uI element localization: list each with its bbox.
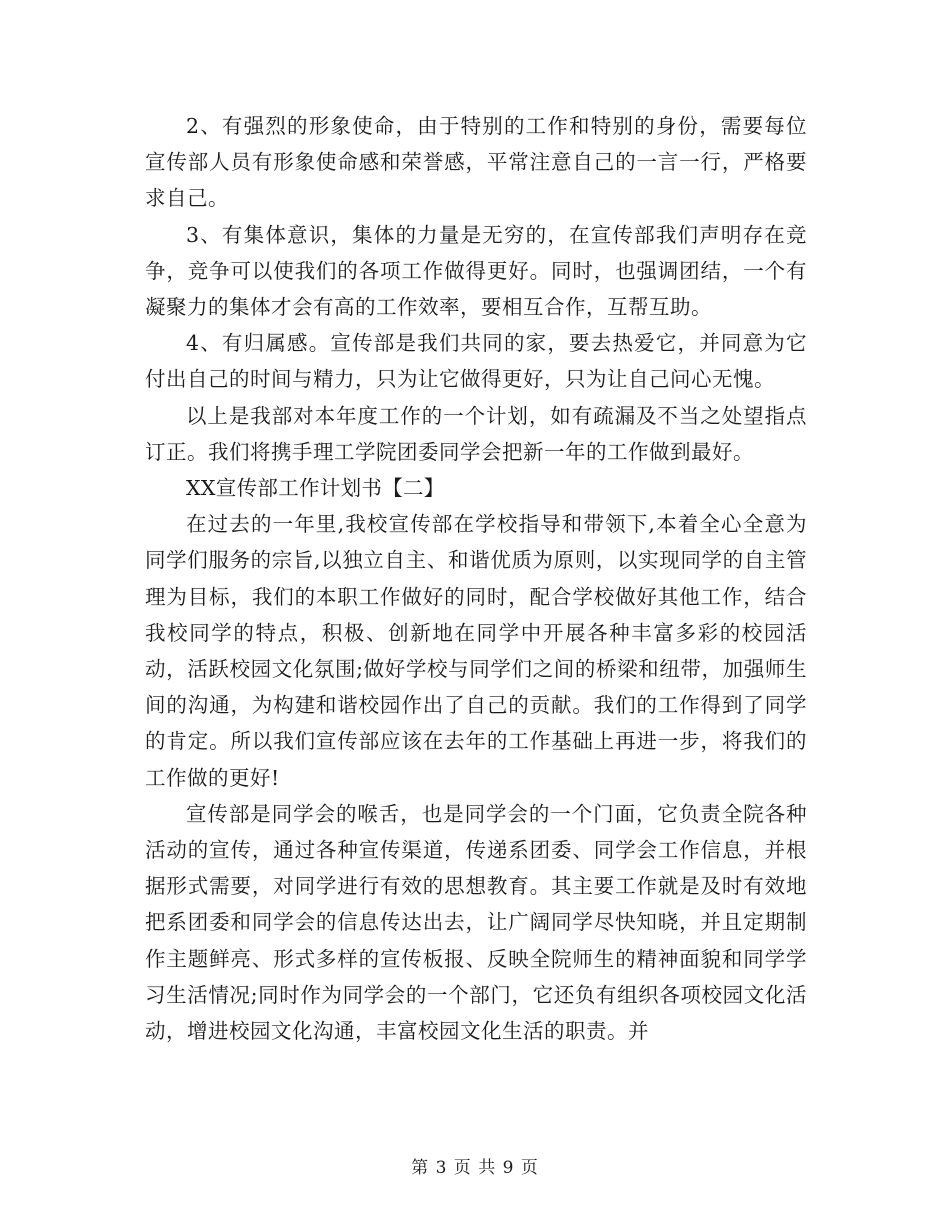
paragraph-department-role: 宣传部是同学会的喉舌，也是同学会的一个门面，它负责全院各种活动的宣传，通过各种宣传渠道，传递系团委、同学会工作信息，并根据形式需要，对同学进行有效的思想教育。其主要工作就是及时有效地把系团委和同学会的信息传达出去，让广阔同学尽快知晓，并且定期制作主题鲜亮、形式多样的宣传板报、反映全院师生的精神面貌和同学学习生活情况;同时作为同学会的一个部门，它还负有组织各项校园文化活动，增进校园文化沟通，丰富校园文化生活的职责。并 bbox=[145, 801, 807, 1044]
paragraph-point-2: 2、有强烈的形象使命，由于特别的工作和特别的身份，需要每位宣传部人员有形象使命感和荣誉感，平常注意自己的一言一行，严格要求自己。 bbox=[145, 114, 807, 211]
paragraph-conclusion: 以上是我部对本年度工作的一个计划，如有疏漏及不当之处望指点订正。我们将携手理工学院团委同学会把新一年的工作做到最好。 bbox=[145, 403, 807, 464]
paragraph-review: 在过去的一年里,我校宣传部在学校指导和带领下,本着全心全意为同学们服务的宗旨,以独立自主、和谐优质为原则，以实现同学的自主管理为目标，我们的本职工作做好的同时，配合学校做好其他工作，结合我校同学的特点，积极、创新地在同学中开展各种丰富多彩的校园活动，活跃校园文化氛围;做好学校与同学们之间的桥梁和纽带，加强师生间的沟通，为构建和谐校园作出了自己的贡献。我们的工作得到了同学的肯定。所以我们宣传部应该在去年的工作基础上再进一步，将我们的工作做的更好! bbox=[145, 512, 807, 790]
document-body bbox=[145, 108, 807, 1049]
section-heading: XX宣传部工作计划书【二】 bbox=[186, 476, 445, 501]
paragraph-point-3: 3、有集体意识，集体的力量是无穷的，在宣传部我们声明存在竞争，竞争可以使我们的各项工作做得更好。同时，也强调团结，一个有凝聚力的集体才会有高的工作效率，要相互合作，互帮互助。 bbox=[145, 222, 807, 320]
paragraph-point-4: 4、有归属感。宣传部是我们共同的家，要去热爱它，并同意为它付出自己的时间与精力，只为让它做得更好，只为让自己问心无愧。 bbox=[145, 331, 807, 392]
page-number-footer: 第 3 页 共 9 页 bbox=[411, 1158, 539, 1178]
